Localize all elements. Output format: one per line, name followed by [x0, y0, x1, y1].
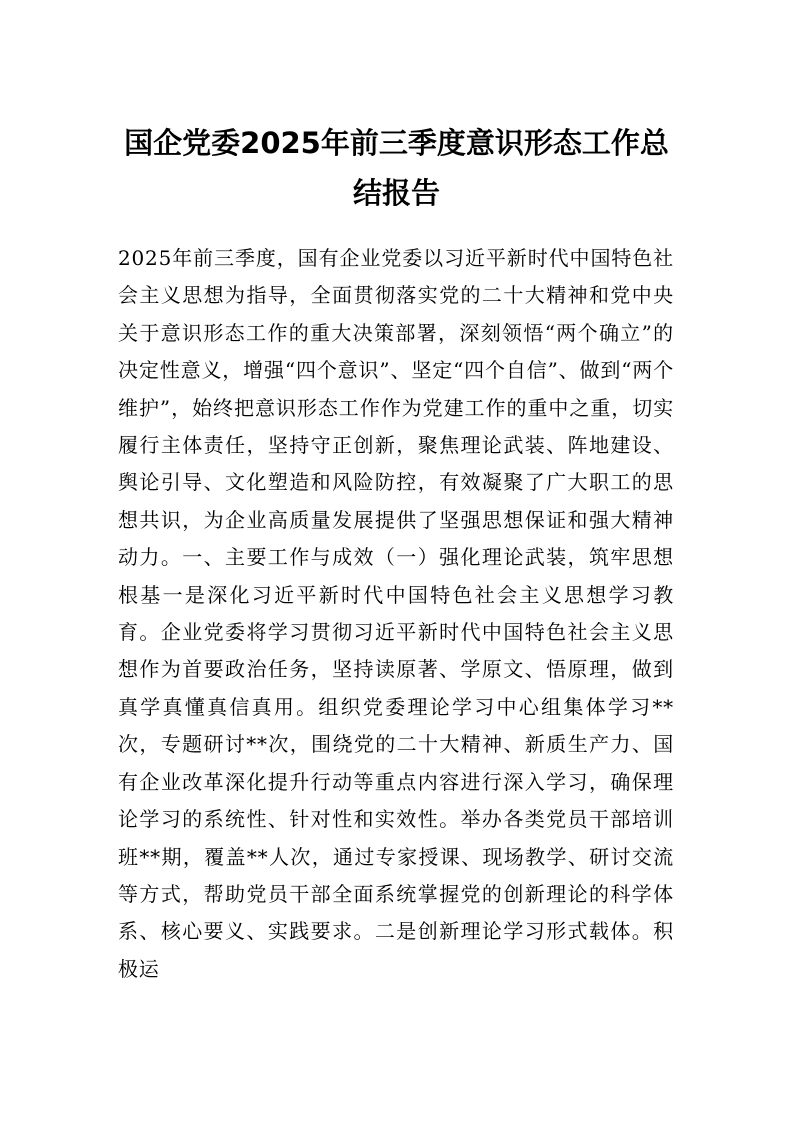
document-body-paragraph: 2025年前三季度，国有企业党委以习近平新时代中国特色社会主义思想为指导，全面贯彻落实党的二十大精神和党中央关于意识形态工作的重大决策部署，深刻领悟“两个确立”的决定性意义，增强“四个意识”、坚定“四个自信”、做到“两个维护”，始终把意识形态工作作为党建工作的重中之重，切实履行主体责任，坚持守正创新，聚焦理论武装、阵地建设、舆论引导、文化塑造和风险防控，有效凝聚了广大职工的思想共识，为企业高质量发展提供了坚强思想保证和强大精神动力。一、主要工作与成效（一）强化理论武装，筑牢思想根基一是深化习近平新时代中国特色社会主义思想学习教育。企业党委将学习贯彻习近平新时代中国特色社会主义思想作为首要政治任务，坚持读原著、学原文、悟原理，做到真学真懂真信真用。组织党委理论学习中心组集体学习**次，专题研讨**次，围绕党的二十大精神、新质生产力、国有企业改革深化提升行动等重点内容进行深入学习，确保理论学习的系统性、针对性和实效性。举办各类党员干部培训班**期，覆盖**人次，通过专家授课、现场教学、研讨交流等方式，帮助党员干部全面系统掌握党的创新理论的科学体系、核心要义、实践要求。二是创新理论学习形式载体。积极运: [118, 246, 674, 981]
document-title: 国企党委2025年前三季度意识形态工作总结报告: [124, 126, 669, 210]
